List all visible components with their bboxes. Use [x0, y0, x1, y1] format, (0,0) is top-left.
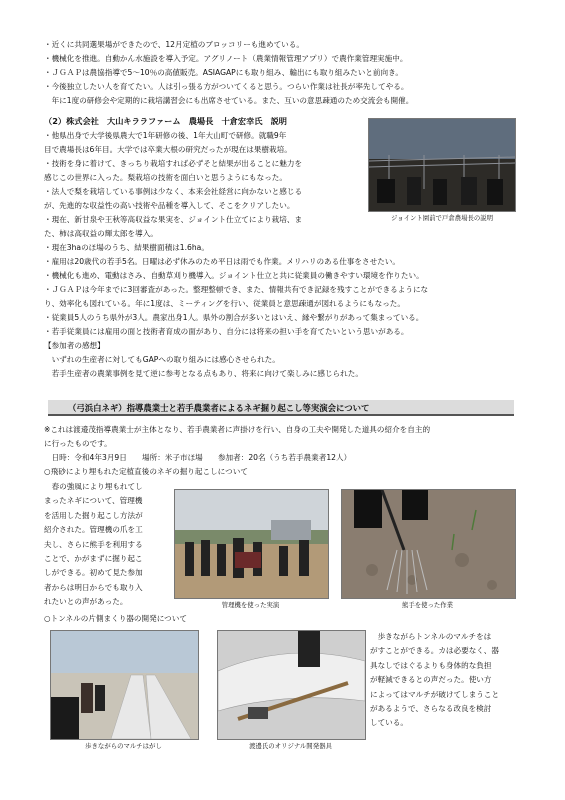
para-line: によってはマルチが破けてしまうこと — [370, 689, 500, 699]
impressions-label: 【参加者の感想】 — [44, 341, 105, 350]
para-line: ことで、かがまずに掘り起こ — [44, 554, 143, 564]
bullet-jgap: ・ＪＧＡＰは農協指導で5～10％の高値販売。ASIAGAPにも取り組み、輸出にも取り組みたいと前向き。 — [44, 68, 403, 77]
section2-line: 感じこの世界に入った。梨栽培の技術を面白いと思うようにもなった。 — [44, 173, 287, 182]
section2-line: た、柿は高収益の輝太郎を導入。 — [44, 229, 158, 238]
rake-photo-caption: 熊手を使った作業 — [401, 601, 454, 609]
tunnel-tool-description — [370, 630, 499, 731]
para-line: 紹介された。管理機の爪を工 — [44, 525, 143, 535]
digging-description — [44, 480, 143, 610]
section2-line: ・法人で梨を栽培している事例は少なく、本来会社経営に向かないと感じる — [44, 187, 303, 196]
bullet-training-cont: 年に1度の研修会や定期的に栽培講習会にも出席させている。また、互いの意思疎通のため交流会も開催。 — [44, 96, 414, 105]
orchard-photo-caption: ジョイント園前で戸倉農場長の説明 — [390, 214, 494, 222]
section-heading-kirara-farm: （2）株式会社 大山キララファーム 農場長 十倉宏幸氏 説明 — [44, 116, 287, 126]
para-line: しができる。初めて見た参加 — [44, 568, 143, 578]
walking-mulch-image — [51, 631, 198, 739]
para-line: まったネギについて、管理機 — [44, 496, 143, 506]
section2-line: り、効率化も図れている。年に1度は、ミーティングを行い、従業員と意思疎通が図れるようにもなった。 — [44, 299, 405, 308]
para-line: がすことができる。カは必要なく、器 — [370, 646, 499, 656]
subheading-tunnel-tool: ○トンネルの片側まくり器の開発について — [44, 614, 187, 623]
section2-line: ・雇用は20歳代の若手5名。日曜は必ず休みのため平日は雨でも作業。メリハリのある仕事をさせたい。 — [44, 257, 400, 266]
para-line: 歩きながらトンネルのマルチをは — [370, 632, 492, 641]
para-line: 夫し、さらに熊手を利用する — [44, 539, 143, 549]
para-line: があるようで、さらなる改良を検討 — [370, 704, 492, 714]
para-line: している。 — [370, 718, 408, 728]
para-line: れたいとの声があった。 — [44, 597, 128, 607]
para-line: 者からは明日からでも取り入 — [44, 582, 143, 592]
bullet-training: ・今後独立したい人を育てたい。人は引っ張る方がついてくると思う。つらい作業は社長が率先してやる。 — [44, 82, 409, 91]
tool-image — [218, 631, 365, 739]
para-line: 具なしではぐるよりも身体的な負担 — [370, 660, 492, 670]
bullet-mechanization: ・機械化を推進。自動かん水施設を導入予定。アグリノート（農業情報管理アプリ）で農作業管理実施中。 — [44, 54, 408, 63]
section2-line: ・機械化も進め、電動はさみ、自動草刈り機導入。ジョイント仕立と共に従業員の働きやすい環境を作りたい。 — [44, 271, 424, 280]
section2-line: ・技術を身に着けて、きっちり栽培すれば必ずそと結果が出ることに魅力を — [44, 159, 303, 168]
section2-line: ・若手従業員には雇用の面と技術者育成の面があり、自分には将来の担い手を育てたいという思いがある。 — [44, 327, 409, 336]
para-line: を活用した掘り起こし方法が — [44, 510, 143, 520]
impression-line: 若手生産者の農業事例を見て逆に参考となる点もあり、将来に向けて楽しみに感じられた。 — [44, 369, 363, 378]
orchard-photo-image — [369, 119, 515, 211]
event-details: 日時：令和4年3月9日 場所：米子市ほ場 参加者：20名（うち若手農業者12人） — [44, 453, 352, 462]
tiller-demo-photo — [174, 489, 329, 599]
impression-line: いずれの生産者に対してもGAPへの取り組みには感心させられた。 — [44, 355, 280, 364]
event-banner: （弓浜白ネギ）指導農業士と若手農業者によるネギ掘り起こし等実演会について — [48, 400, 514, 416]
tool-photo-caption: 渡邊氏のオリジナル開発器具 — [249, 742, 332, 750]
tiller-photo-caption: 管理機を使った実演 — [221, 601, 280, 609]
section2-line: ・現在3haのほ場のうち、結果樹面積は1.6ha。 — [44, 243, 209, 252]
walking-mulch-photo — [50, 630, 199, 740]
section2-line: ・ＪＧＡＰは今年までに3回審査があった。整理整頓でき、また、情報共有でき記録を残すことができるようにな — [44, 285, 429, 294]
rake-image — [342, 490, 515, 598]
subheading-digging: ○飛砂により埋もれた定植直後のネギの掘り起こしについて — [44, 467, 248, 476]
section2-line: ・現在、新甘泉や王秋等高収益な果実を、ジョイント仕立てにより栽培、ま — [44, 215, 303, 224]
bullet-broccoli: ・近くに共同選果場ができたので、12月定植のブロッコリーも進めている。 — [44, 40, 304, 49]
walking-mulch-caption: 歩きながらのマルチはがし — [85, 742, 162, 750]
section2-line: が、先進的な収益性の高い技術や品種を導入して、そこをクリアしたい。 — [44, 201, 295, 210]
section2-line: ・他県出身で大学後県農大で1年研修の後、1年大山町で研修。就職9年 — [44, 131, 287, 140]
tiller-demo-image — [175, 490, 328, 598]
event-note: ※これは渡邉茂指導農業士が主体となり、若手農業者に声掛けを行い、自身の工夫や開発した道具の紹介を自主的 — [44, 425, 431, 434]
orchard-photo — [368, 118, 516, 212]
event-note: に行ったものです。 — [44, 439, 112, 448]
section2-line: 目で農場長は6年目。大学では卒業大根の研究だったが現在は果樹栽培。 — [44, 145, 292, 154]
section2-line: ・従業員5人のうち県外が3人。農家出身1人。県外の割合が多いとはいえ、縁や繋がりがあって集まっている。 — [44, 313, 424, 322]
tool-photo — [217, 630, 366, 740]
para-line: が軽減できるとの声だった。使い方 — [370, 675, 492, 685]
rake-photo — [341, 489, 516, 599]
para-line: 春の強風により埋もれてし — [44, 482, 143, 491]
